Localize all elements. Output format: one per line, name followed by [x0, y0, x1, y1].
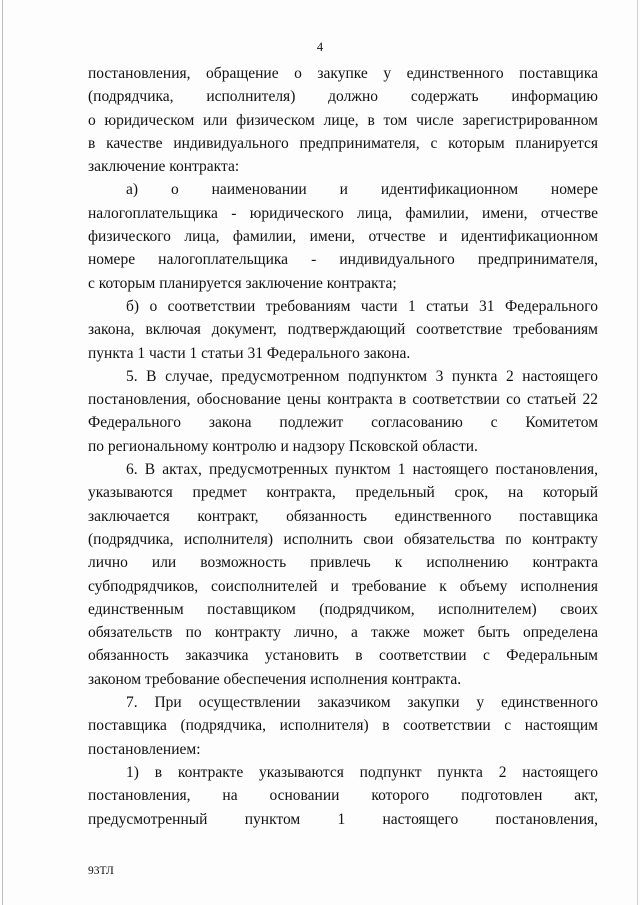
text-line: о юридическом или физическом лице, в том числе зарегистрированном — [88, 111, 598, 129]
text-line: 6. В актах, предусмотренных пунктом 1 настоящего постановления, — [126, 461, 598, 479]
paragraph-clause-7 — [88, 691, 598, 761]
text-line: (подрядчика, исполнителя) должно содержать информацию — [88, 88, 598, 106]
text-line: 5. В случае, предусмотренном подпунктом 3 пункта 2 настоящего — [126, 367, 598, 385]
paragraph-item-b — [88, 295, 598, 365]
paragraph-subclause-1 — [88, 761, 598, 831]
text-line: б) о соответствии требованиям части 1 статьи 31 Федерального — [126, 297, 598, 315]
text-line: в качестве индивидуального предпринимателя, с которым планируется — [88, 134, 598, 152]
document-code: 93ТЛ — [88, 865, 114, 877]
page-number: 4 — [316, 40, 324, 54]
text-line: постановления, на основании которого подготовлен акт, — [88, 787, 598, 805]
text-line: постановления, обращение о закупке у единственного поставщика — [88, 65, 598, 82]
text-line: с которым планируется заключение контракта; — [88, 274, 397, 292]
paragraph-continuation — [88, 62, 598, 178]
paragraph-clause-5 — [88, 365, 598, 458]
paragraph-clause-6 — [88, 458, 598, 691]
text-line: пункта 1 части 1 статьи 31 Федерального закона. — [88, 344, 411, 362]
paragraph-item-a — [88, 178, 598, 294]
scan-left-edge — [2, 0, 3, 905]
text-line: субподрядчиков, соисполнителей и требование к объему исполнения — [88, 577, 598, 595]
text-line: 1) в контракте указываются подпункт пункта 2 настоящего — [126, 763, 598, 781]
text-line: заключается контракт, обязанность единственного поставщика — [88, 507, 598, 525]
text-line: единственным поставщиком (подрядчиком, исполнителем) своих — [88, 600, 598, 618]
text-line: обязанность заказчика установить в соответствии с Федеральным — [88, 647, 598, 665]
text-line: (подрядчика, исполнителя) исполнить свои обязательства по контракту — [88, 530, 598, 548]
text-line: налогоплательщика - юридического лица, фамилии, имени, отчестве — [88, 204, 598, 222]
text-line: поставщика (подрядчика, исполнителя) в соответствии с настоящим — [88, 717, 598, 735]
text-line: номере налогоплательщика - индивидуального предпринимателя, — [88, 251, 598, 269]
text-line: по региональному контролю и надзору Псковской области. — [88, 437, 478, 455]
text-line: постановлением: — [88, 740, 201, 758]
text-line: предусмотренный пунктом 1 настоящего постановления, — [88, 810, 598, 828]
text-line: указываются предмет контракта, предельный срок, на который — [88, 484, 598, 502]
text-line: заключение контракта: — [88, 158, 240, 176]
text-line: лично или возможность привлечь к исполнению контракта — [88, 554, 598, 572]
text-line: обязательств по контракту лично, а также может быть определена — [88, 624, 598, 642]
text-line: Федерального закона подлежит согласованию с Комитетом — [88, 414, 598, 432]
text-line: закона, включая документ, подтверждающий соответствие требованиям — [88, 321, 598, 339]
text-line: а) о наименовании и идентификационном номере — [126, 181, 598, 199]
text-line: 7. При осуществлении заказчиком закупки у единственного — [126, 694, 598, 712]
text-line: физического лица, фамилии, имени, отчестве и идентификационном — [88, 228, 598, 246]
text-line: постановления, обоснование цены контракта в соответствии со статьей 22 — [88, 391, 598, 409]
text-line: законом требование обеспечения исполнения контракта. — [88, 670, 462, 688]
scan-right-edge — [637, 0, 638, 905]
document-body — [88, 62, 598, 831]
